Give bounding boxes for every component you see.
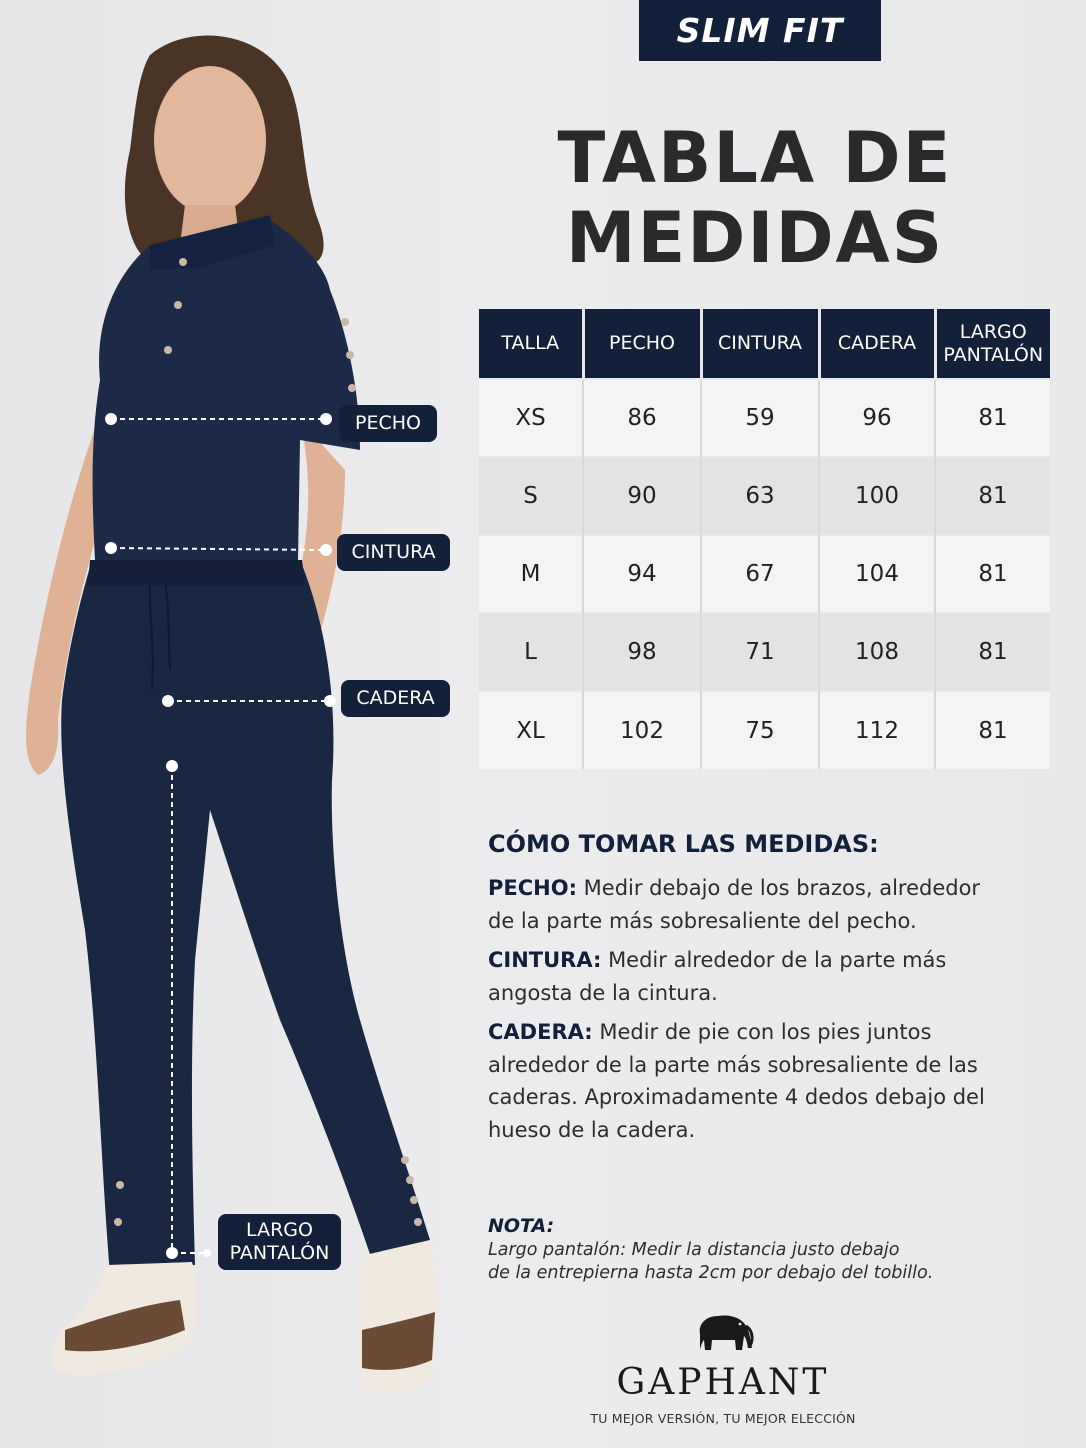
elephant-icon bbox=[690, 1310, 756, 1354]
table-row bbox=[479, 613, 1050, 691]
brand-slogan: TU MEJOR VERSIÓN, TU MEJOR ELECCIÓN bbox=[590, 1411, 856, 1426]
cell-cadera: 96 bbox=[819, 379, 935, 457]
cell-largo: 81 bbox=[935, 613, 1050, 691]
cell-largo: 81 bbox=[935, 379, 1050, 457]
brand-name: GAPHANT bbox=[616, 1362, 830, 1403]
cell-pecho: 90 bbox=[583, 457, 701, 535]
howto-term: CADERA: bbox=[488, 1020, 593, 1044]
label-largo-line1: LARGO bbox=[246, 1219, 313, 1242]
label-pecho: PECHO bbox=[339, 405, 437, 442]
label-largo-pantalon bbox=[218, 1214, 341, 1270]
cell-cintura: 75 bbox=[701, 691, 819, 769]
howto-text: Medir alrededor de la parte más angosta de la cintura. bbox=[488, 948, 947, 1005]
cell-cadera: 100 bbox=[819, 457, 935, 535]
cell-talla: M bbox=[479, 535, 583, 613]
how-to-heading: CÓMO TOMAR LAS MEDIDAS: bbox=[488, 830, 879, 858]
note bbox=[488, 1215, 1008, 1285]
cell-cintura: 71 bbox=[701, 613, 819, 691]
size-table-header-row bbox=[479, 309, 1050, 379]
howto-term: CINTURA: bbox=[488, 948, 602, 972]
cell-cintura: 67 bbox=[701, 535, 819, 613]
table-row bbox=[479, 379, 1050, 457]
cell-pecho: 98 bbox=[583, 613, 701, 691]
cell-largo: 81 bbox=[935, 691, 1050, 769]
note-line-2: de la entrepierna hasta 2cm por debajo del tobillo. bbox=[488, 1263, 934, 1283]
cell-cadera: 104 bbox=[819, 535, 935, 613]
title-line-2: MEDIDAS bbox=[565, 197, 945, 279]
how-to-measure bbox=[488, 830, 988, 1153]
cell-cintura: 59 bbox=[701, 379, 819, 457]
cell-pecho: 94 bbox=[583, 535, 701, 613]
label-cintura: CINTURA bbox=[337, 534, 450, 571]
cell-cadera: 108 bbox=[819, 613, 935, 691]
cell-talla: XL bbox=[479, 691, 583, 769]
cell-pecho: 86 bbox=[583, 379, 701, 457]
table-row bbox=[479, 457, 1050, 535]
slim-fit-badge: SLIM FIT bbox=[639, 0, 881, 61]
col-header-talla: TALLA bbox=[479, 309, 583, 379]
cell-talla: S bbox=[479, 457, 583, 535]
col-header-cadera: CADERA bbox=[819, 309, 935, 379]
cell-cintura: 63 bbox=[701, 457, 819, 535]
col-header-cintura: CINTURA bbox=[701, 309, 819, 379]
col-header-pecho: PECHO bbox=[583, 309, 701, 379]
table-row bbox=[479, 535, 1050, 613]
howto-cadera bbox=[488, 1016, 988, 1146]
cell-largo: 81 bbox=[935, 535, 1050, 613]
page-title bbox=[520, 118, 990, 278]
label-largo-line2: PANTALÓN bbox=[229, 1242, 330, 1264]
title-line-1: TABLA DE bbox=[557, 117, 953, 199]
brand-logo bbox=[560, 1310, 886, 1426]
model-face bbox=[154, 66, 266, 214]
note-line-1: Largo pantalón: Medir la distancia justo debajo bbox=[488, 1240, 900, 1260]
cell-talla: L bbox=[479, 613, 583, 691]
howto-pecho bbox=[488, 872, 988, 937]
col-header-largo-pantalon bbox=[935, 309, 1050, 379]
cell-cadera: 112 bbox=[819, 691, 935, 769]
howto-text: Medir debajo de los brazos, alrededor de la parte más sobresaliente del pecho. bbox=[488, 876, 981, 933]
col-header-largo-text: LARGO PANTALÓN bbox=[943, 320, 1044, 366]
note-heading: NOTA: bbox=[488, 1215, 555, 1237]
table-row bbox=[479, 691, 1050, 769]
label-cadera: CADERA bbox=[341, 680, 450, 717]
cell-talla: XS bbox=[479, 379, 583, 457]
howto-text: Medir de pie con los pies juntos alrededor de la parte más sobresaliente de las caderas. Aproximadamente 4 dedos debajo del hueso de la cadera. bbox=[488, 1020, 985, 1142]
howto-cintura bbox=[488, 944, 988, 1009]
model-pants bbox=[61, 560, 430, 1275]
size-table bbox=[479, 309, 1050, 769]
howto-term: PECHO: bbox=[488, 876, 577, 900]
cell-pecho: 102 bbox=[583, 691, 701, 769]
cell-largo: 81 bbox=[935, 457, 1050, 535]
